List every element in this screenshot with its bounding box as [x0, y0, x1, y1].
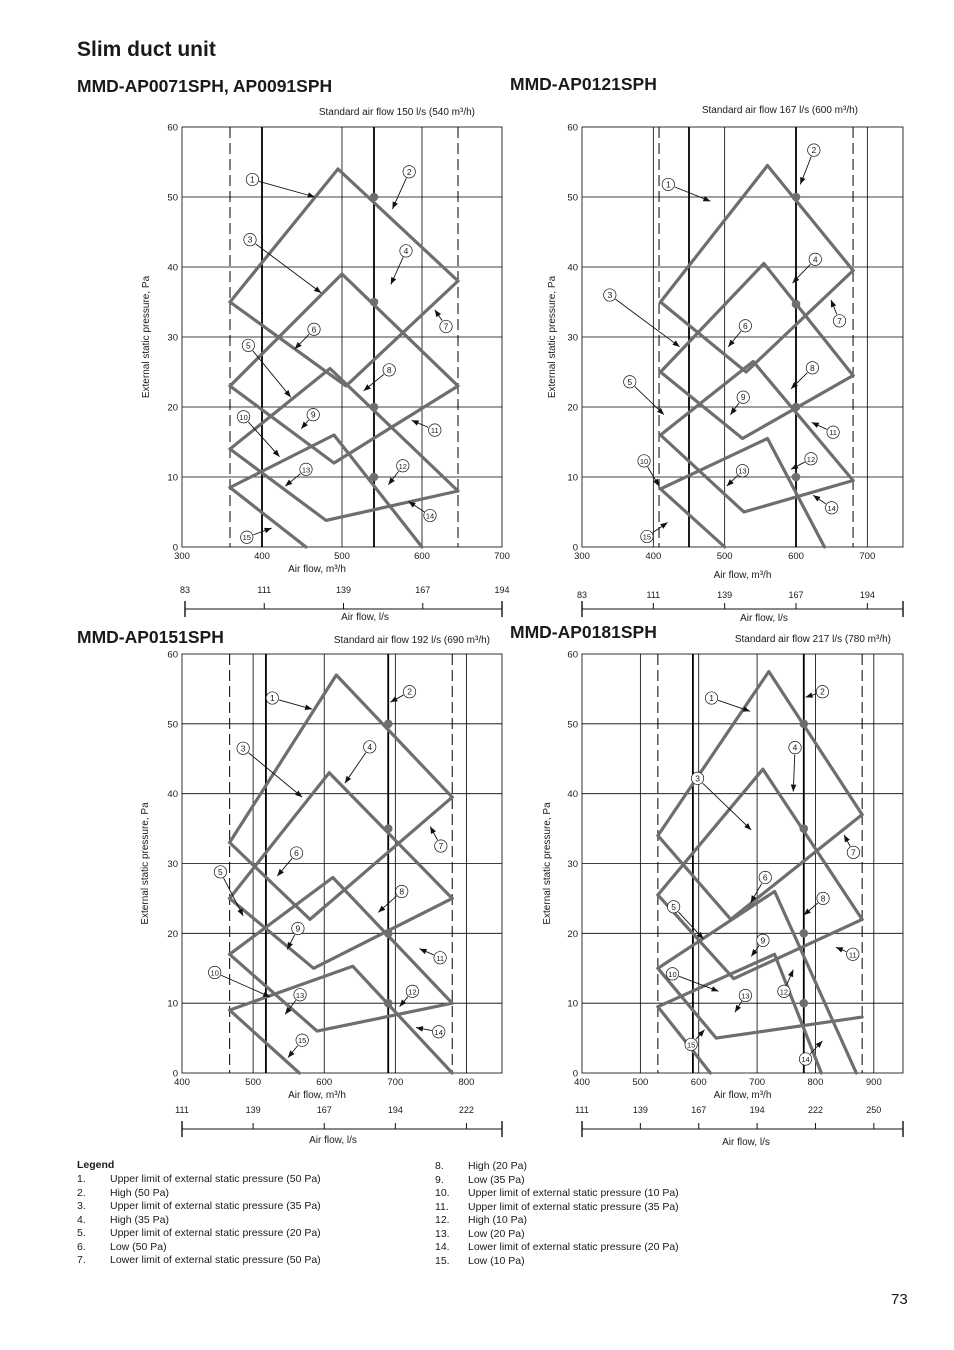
y-tick-label: 60 [567, 122, 578, 134]
callout-arrowhead [730, 407, 736, 414]
callout-number: 1 [269, 692, 275, 703]
callout-number: 15 [298, 1036, 307, 1046]
callout-arrowhead [284, 390, 291, 397]
legend-item-text: Upper limit of external static pressure (35 Pa) [110, 1200, 321, 1212]
x-axis-label: Air flow, m³/h [288, 564, 346, 575]
callout-number: 14 [434, 1027, 443, 1037]
callout-arrowhead [391, 277, 396, 285]
callout-arrowhead [388, 477, 394, 484]
callout-number: 6 [294, 848, 299, 859]
legend-item [435, 1201, 679, 1215]
x-tick-label: 600 [414, 551, 430, 562]
callout-arrowhead [412, 420, 420, 425]
callout-number: 14 [827, 503, 836, 513]
callout-number: 3 [695, 773, 700, 784]
page-number: 73 [891, 1291, 908, 1308]
callout-arrowhead [831, 300, 836, 308]
callout-arrowhead [653, 479, 659, 486]
callout-arrowhead [416, 1026, 423, 1032]
x-tick-label: 500 [632, 1077, 649, 1088]
legend-item [435, 1228, 679, 1242]
x-tick-label: 800 [458, 1077, 475, 1088]
y-tick-label: 60 [567, 649, 578, 661]
secondary-tick-label: 222 [807, 1105, 823, 1115]
y-tick-label: 0 [572, 1068, 578, 1080]
legend-item [77, 1214, 321, 1228]
secondary-tick-label: 167 [316, 1105, 332, 1115]
callout-number: 11 [829, 428, 837, 438]
operating-point [370, 403, 379, 412]
y-tick-label: 60 [167, 649, 178, 661]
series-line-5 [230, 281, 458, 386]
operating-point [799, 999, 808, 1008]
series-line-5 [658, 815, 862, 920]
callout-number: 5 [246, 340, 251, 351]
callout-number: 14 [425, 511, 435, 521]
series-line-1 [230, 675, 453, 843]
callout-number: 3 [240, 743, 246, 754]
y-axis-label: External static pressure, Pa [140, 802, 151, 925]
callout-arrowhead [660, 523, 667, 529]
legend-title: Legend [77, 1159, 115, 1171]
callout-number: 6 [742, 320, 748, 331]
series-line-6 [230, 386, 458, 463]
legend-item [77, 1227, 321, 1241]
series-line-8 [658, 1007, 711, 1073]
y-tick-label: 0 [172, 1068, 178, 1080]
callout-number: 6 [762, 872, 768, 883]
y-tick-label: 10 [167, 998, 178, 1010]
chart-1 [141, 107, 510, 623]
callout-number: 10 [210, 968, 219, 978]
callout-leader [256, 244, 322, 293]
legend-item [435, 1187, 679, 1201]
callout-arrowhead [812, 422, 820, 427]
y-axis-label: External static pressure, Pa [547, 275, 558, 399]
callout-arrowhead [735, 1005, 741, 1012]
y-tick-label: 50 [567, 192, 578, 204]
callout-number: 9 [760, 935, 766, 946]
callout-number: 11 [436, 953, 445, 963]
x-tick-label: 300 [174, 551, 190, 562]
legend-item-text: Upper limit of external static pressure (50 Pa) [110, 1173, 321, 1185]
y-tick-label: 30 [567, 859, 578, 870]
legend-item-number: 13. [435, 1227, 450, 1240]
series-line-4 [230, 435, 422, 547]
legend-item-number: 10. [435, 1187, 450, 1199]
legend-item [77, 1173, 321, 1187]
legend-item-number: 4. [77, 1213, 86, 1226]
legend-item [435, 1160, 679, 1174]
secondary-tick-label: 111 [175, 1105, 189, 1115]
callout-number: 15 [642, 532, 652, 542]
callout-arrowhead [728, 340, 735, 347]
y-tick-label: 20 [167, 402, 178, 414]
callout-arrowhead [390, 696, 397, 702]
callout-leader [259, 181, 315, 197]
page-title: Slim duct unit [77, 38, 216, 61]
legend-item-text: High (10 Pa) [468, 1214, 527, 1226]
x-tick-label: 400 [174, 1077, 190, 1088]
secondary-tick-label: 139 [245, 1105, 261, 1115]
series-line-1 [658, 672, 862, 836]
callout-arrowhead [806, 692, 814, 697]
series-line-4 [661, 439, 825, 548]
callout-number: 13 [738, 466, 747, 476]
model-title-2: MMD-AP0121SPH [510, 74, 657, 94]
callout-number: 4 [812, 254, 818, 265]
callout-arrowhead [751, 949, 757, 956]
callout-number: 2 [820, 686, 825, 697]
secondary-axis-label: Air flow, l/s [309, 1135, 357, 1146]
callout-number: 8 [399, 886, 405, 897]
legend-item-number: 11. [435, 1200, 449, 1213]
x-tick-label: 600 [788, 551, 804, 562]
callout-arrowhead [285, 480, 292, 487]
callout-number: 12 [398, 461, 407, 471]
series-line-2 [230, 274, 458, 386]
series-line-4 [658, 954, 821, 1073]
x-axis-label: Air flow, m³/h [288, 1090, 346, 1101]
callout-number: 12 [408, 987, 417, 997]
legend-item-number: 15. [435, 1254, 450, 1267]
x-axis-label: Air flow, m³/h [713, 570, 772, 581]
y-axis-label: External static pressure, Pa [141, 275, 152, 399]
legend-item-text: Upper limit of external static pressure (20 Pa) [110, 1227, 321, 1239]
x-axis-label: Air flow, m³/h [713, 1090, 772, 1101]
y-tick-label: 60 [167, 122, 178, 134]
y-tick-label: 30 [167, 332, 178, 344]
legend-item-number: 12. [435, 1214, 450, 1226]
secondary-tick-label: 83 [179, 585, 191, 595]
callout-arrowhead [844, 835, 850, 842]
x-tick-label: 500 [334, 551, 350, 562]
callout-number: 8 [820, 893, 826, 904]
callout-number: 2 [811, 145, 817, 156]
y-tick-label: 40 [167, 262, 178, 274]
secondary-tick-label: 222 [458, 1105, 474, 1115]
secondary-tick-label: 194 [387, 1105, 403, 1115]
callout-arrowhead [345, 776, 351, 783]
operating-point [370, 473, 379, 482]
legend-item-text: High (50 Pa) [110, 1186, 169, 1199]
y-tick-label: 50 [567, 719, 578, 731]
y-tick-label: 40 [167, 789, 178, 801]
y-tick-label: 30 [567, 332, 578, 344]
legend-item [77, 1187, 321, 1201]
legend-item [435, 1241, 679, 1255]
callout-leader [615, 299, 679, 347]
callout-arrowhead [430, 826, 436, 833]
chart-title: Standard air flow 150 l/s (540 m³/h) [318, 107, 475, 118]
callout-number: 8 [810, 362, 815, 373]
callout-arrowhead [288, 1050, 295, 1057]
legend-item [435, 1214, 679, 1228]
callout-number: 13 [295, 990, 305, 1000]
chart-2 [547, 105, 903, 624]
y-tick-label: 20 [567, 402, 578, 414]
y-tick-label: 40 [567, 789, 578, 801]
callout-arrowhead [307, 192, 314, 197]
legend-column-2 [435, 1160, 679, 1268]
secondary-tick-label: 111 [575, 1105, 589, 1115]
callout-number: 5 [671, 901, 676, 912]
secondary-tick-label: 139 [717, 590, 733, 600]
y-tick-label: 30 [167, 859, 178, 870]
x-tick-label: 400 [254, 551, 270, 562]
legend-item-text: Low (20 Pa) [468, 1227, 525, 1240]
secondary-tick-label: 111 [646, 590, 661, 600]
callout-arrowhead [408, 502, 415, 508]
y-tick-label: 10 [167, 472, 178, 484]
secondary-tick-label: 139 [632, 1105, 648, 1115]
chart-title: Standard air flow 192 l/s (690 m³/h) [333, 635, 490, 646]
callout-number: 10 [639, 456, 649, 466]
operating-point [792, 193, 801, 202]
secondary-tick-label: 111 [257, 585, 272, 595]
callout-number: 5 [218, 866, 223, 877]
legend-item-number: 6. [77, 1240, 86, 1253]
operating-point [384, 929, 393, 938]
operating-point [370, 193, 379, 202]
secondary-tick-label: 83 [576, 590, 588, 600]
callout-arrowhead [435, 310, 441, 317]
y-tick-label: 50 [167, 192, 178, 204]
callout-number: 5 [627, 376, 633, 387]
callout-number: 10 [239, 412, 248, 422]
legend-item-text: Low (50 Pa) [110, 1240, 167, 1253]
callout-number: 2 [407, 686, 412, 697]
x-tick-label: 700 [387, 1077, 404, 1088]
series-line-1 [230, 166, 458, 302]
callout-number: 12 [806, 454, 816, 464]
callout-number: 4 [792, 742, 798, 753]
legend-item-text: Lower limit of external static pressure (50 Pa) [110, 1254, 321, 1266]
callout-arrowhead [237, 908, 243, 916]
secondary-tick-label: 167 [415, 585, 431, 595]
operating-point [799, 824, 808, 833]
callout-arrowhead [788, 970, 793, 978]
callout-number: 4 [403, 245, 409, 256]
chart-4 [542, 634, 903, 1148]
callout-arrowhead [800, 177, 805, 185]
callout-number: 6 [311, 324, 317, 335]
legend-item [77, 1254, 321, 1268]
y-tick-label: 50 [167, 719, 178, 731]
legend-item [77, 1200, 321, 1214]
y-tick-label: 10 [567, 472, 578, 484]
legend-column-1 [77, 1173, 321, 1268]
operating-point [792, 473, 801, 482]
x-tick-label: 500 [716, 551, 733, 562]
x-tick-label: 400 [645, 551, 662, 562]
chart-title: Standard air flow 167 l/s (600 m³/h) [701, 105, 858, 116]
callout-number: 15 [686, 1040, 696, 1050]
callout-leader [253, 351, 291, 397]
secondary-tick-label: 139 [335, 585, 352, 595]
callout-number: 7 [851, 847, 856, 858]
x-tick-label: 700 [749, 1077, 766, 1088]
secondary-axis-label: Air flow, l/s [341, 612, 389, 623]
x-tick-label: 500 [245, 1077, 262, 1088]
callout-leader [249, 753, 303, 797]
callout-number: 7 [443, 321, 449, 332]
legend-item-number: 9. [435, 1173, 444, 1186]
legend-item-text: Lower limit of external static pressure (20 Pa) [468, 1241, 679, 1253]
legend-item-number: 8. [435, 1160, 444, 1172]
legend-item-text: Upper limit of external static pressure (10 Pa) [468, 1187, 679, 1199]
operating-point [384, 999, 393, 1008]
secondary-tick-label: 167 [691, 1105, 707, 1115]
callout-leader [221, 975, 270, 997]
legend-item-number: 5. [77, 1227, 86, 1239]
callout-number: 2 [406, 166, 412, 177]
legend-item [435, 1174, 679, 1188]
y-axis-label: External static pressure, Pa [542, 802, 553, 925]
callout-arrowhead [264, 528, 272, 533]
operating-point [799, 929, 808, 938]
callout-number: 7 [438, 841, 444, 852]
callout-number: 12 [779, 987, 789, 997]
model-title-1: MMD-AP0071SPH, AP0091SPH [77, 76, 333, 96]
callout-number: 3 [247, 234, 253, 245]
x-tick-label: 700 [859, 551, 876, 562]
legend-item-text: High (20 Pa) [468, 1160, 527, 1172]
operating-point [384, 720, 393, 729]
legend-item-text: Upper limit of external static pressure (35 Pa) [468, 1200, 679, 1213]
y-tick-label: 20 [567, 928, 578, 940]
y-tick-label: 0 [172, 542, 178, 554]
legend-item-text: High (35 Pa) [110, 1213, 169, 1226]
callout-number: 9 [310, 409, 316, 420]
callout-number: 1 [665, 179, 671, 190]
callout-arrowhead [314, 286, 321, 292]
callout-number: 10 [668, 969, 677, 979]
callout-number: 11 [430, 426, 439, 436]
callout-number: 13 [301, 465, 311, 475]
operating-point [370, 298, 379, 307]
callout-number: 13 [741, 991, 750, 1001]
callout-number: 8 [386, 364, 392, 375]
callout-number: 9 [740, 392, 746, 403]
callout-arrowhead [791, 464, 798, 470]
callout-arrowhead [420, 949, 428, 954]
chart-title: Standard air flow 217 l/s (780 m³/h) [734, 634, 891, 645]
callout-leader [248, 422, 279, 457]
x-tick-label: 700 [494, 551, 510, 562]
callout-arrowhead [672, 340, 679, 346]
x-tick-label: 800 [807, 1077, 824, 1088]
callout-number: 11 [848, 950, 857, 960]
chart-3 [140, 635, 502, 1146]
callout-arrowhead [813, 495, 820, 501]
x-tick-label: 600 [316, 1077, 333, 1088]
legend-item-number: 1. [77, 1173, 86, 1185]
legend-item-number: 3. [77, 1200, 86, 1212]
callout-number: 15 [242, 533, 251, 543]
series-line-8 [230, 1010, 300, 1073]
callout-arrowhead [711, 986, 719, 991]
operating-point [799, 720, 808, 729]
callout-number: 4 [367, 741, 373, 752]
callout-arrowhead [836, 947, 844, 952]
callout-arrowhead [791, 784, 797, 791]
legend-item-text: Low (10 Pa) [468, 1254, 525, 1267]
callout-number: 9 [295, 923, 301, 934]
callout-number: 1 [709, 692, 714, 703]
secondary-axis-label: Air flow, l/s [740, 613, 788, 624]
secondary-tick-label: 167 [788, 590, 804, 600]
x-tick-label: 300 [574, 551, 590, 562]
callout-number: 7 [837, 315, 842, 326]
model-title-4: MMD-AP0181SPH [510, 622, 657, 642]
secondary-tick-label: 194 [494, 585, 510, 595]
callout-number: 3 [607, 290, 613, 300]
callout-number: 1 [250, 174, 255, 185]
secondary-tick-label: 250 [866, 1105, 882, 1115]
legend-item-text: Low (35 Pa) [468, 1173, 525, 1186]
x-tick-label: 600 [690, 1077, 707, 1088]
secondary-tick-label: 194 [859, 590, 875, 600]
legend-item-number: 2. [77, 1186, 86, 1199]
legend-item-number: 7. [77, 1254, 86, 1266]
legend-item [435, 1255, 679, 1269]
secondary-axis-label: Air flow, l/s [722, 1137, 770, 1148]
y-tick-label: 0 [572, 542, 578, 554]
operating-point [384, 824, 393, 833]
series-line-8 [661, 489, 725, 547]
operating-point [792, 300, 801, 309]
y-tick-label: 20 [167, 928, 178, 940]
legend-item-number: 14. [435, 1241, 450, 1253]
secondary-tick-label: 194 [749, 1105, 765, 1115]
model-title-3: MMD-AP0151SPH [77, 627, 224, 647]
x-tick-label: 400 [574, 1077, 590, 1088]
y-tick-label: 10 [567, 998, 578, 1010]
legend-item [77, 1241, 321, 1255]
callout-arrowhead [305, 705, 312, 710]
operating-point [792, 403, 801, 412]
callout-arrowhead [364, 384, 371, 391]
y-tick-label: 40 [567, 262, 578, 274]
x-tick-label: 900 [865, 1077, 882, 1088]
callout-arrowhead [392, 201, 397, 209]
callout-number: 14 [801, 1055, 810, 1065]
